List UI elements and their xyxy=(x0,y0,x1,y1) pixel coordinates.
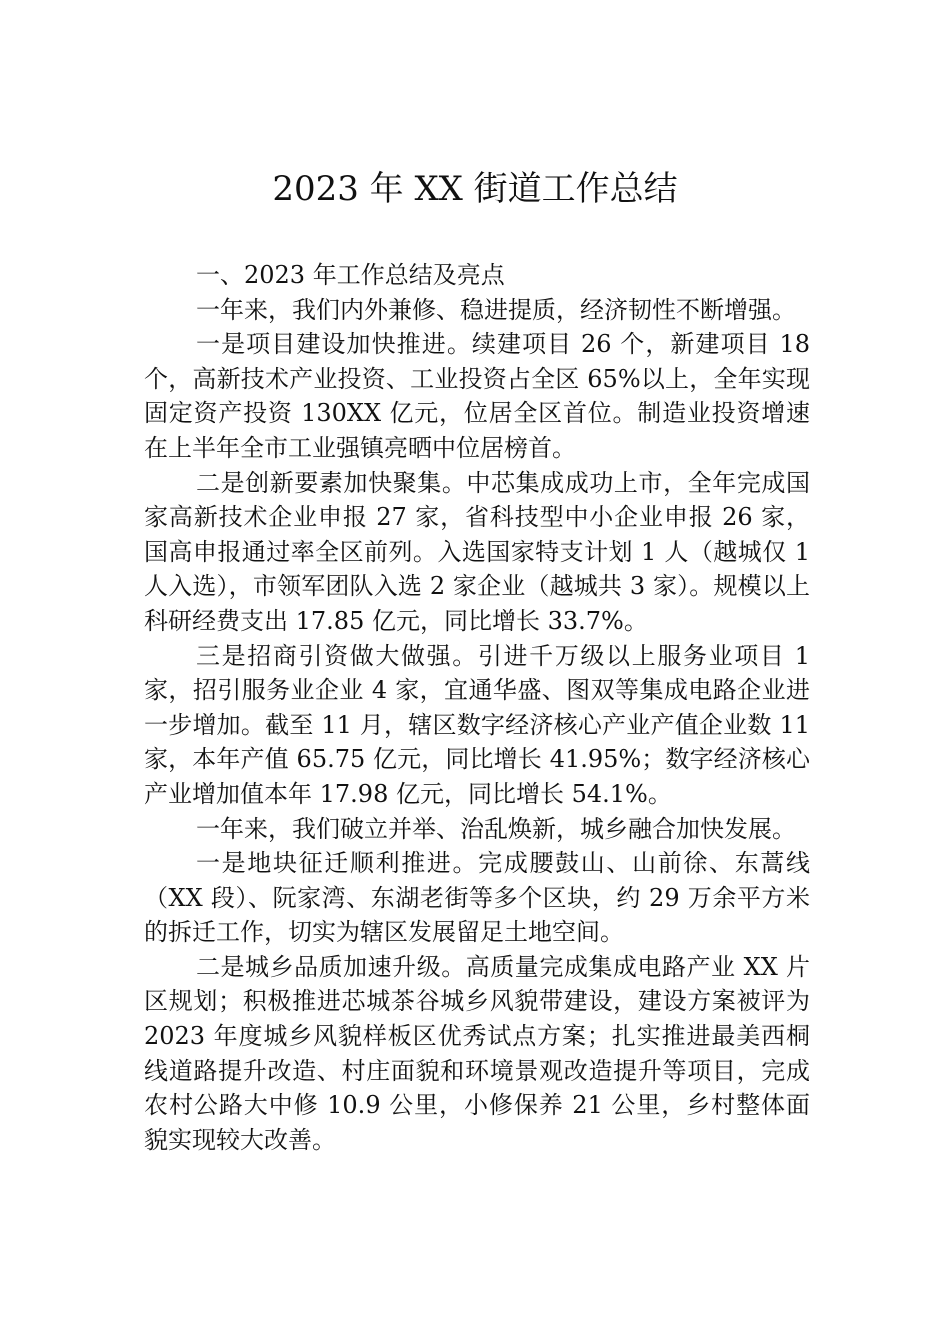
paragraph: 一是地块征迁顺利推进。完成腰鼓山、山前徐、东蒿线（XX 段）、阮家湾、东湖老街等多个区块，约 29 万余平方米的拆迁工作，切实为辖区发展留足土地空间。 xyxy=(144,849,810,947)
document-body xyxy=(144,258,810,1157)
paragraph: 一年来，我们破立并举、治乱焕新，城乡融合加快发展。 xyxy=(196,814,796,843)
paragraph: 一年来，我们内外兼修、稳进提质，经济韧性不断增强。 xyxy=(196,295,796,324)
section-heading: 一、2023 年工作总结及亮点 xyxy=(196,261,505,289)
paragraph: 二是创新要素加快聚集。中芯集成成功上市，全年完成国家高新技术企业申报 27 家，省科技型中小企业申报 26 家，国高申报通过率全区前列。入选国家特支计划 1 人（越城仅 1 人入选），市领军团队入选 2 家企业（越城共 3 家）。规模以上科研经费支出 17.85 亿元，同比增长 33.7%。 xyxy=(144,468,810,635)
paragraph: 一是项目建设加快推进。续建项目 26 个，新建项目 18 个，高新技术产业投资、工业投资占全区 65%以上，全年实现固定资产投资 130XX 亿元，位居全区首位。制造业投资增速在上半年全市工业强镇亮晒中位居榜首。 xyxy=(144,330,810,462)
document-title: 2023 年 XX 街道工作总结 xyxy=(272,169,678,209)
paragraph: 二是城乡品质加速升级。高质量完成集成电路产业 XX 片区规划；积极推进芯城茶谷城乡风貌带建设，建设方案被评为 2023 年度城乡风貌样板区优秀试点方案；扎实推进最美西桐线道路提升改造、村庄面貌和环境景观改造提升等项目，完成农村公路大中修 10.9 公里，小修保养 21 公里，乡村整体面貌实现较大改善。 xyxy=(144,952,810,1154)
paragraph: 三是招商引资做大做强。引进千万级以上服务业项目 1 家，招引服务业企业 4 家，宜通华盛、图双等集成电路企业进一步增加。截至 11 月，辖区数字经济核心产业产值企业数 11 家，本年产值 65.75 亿元，同比增长 41.95%；数字经济核心产业增加值本年 17.98 亿元，同比增长 54.1%。 xyxy=(144,641,810,808)
